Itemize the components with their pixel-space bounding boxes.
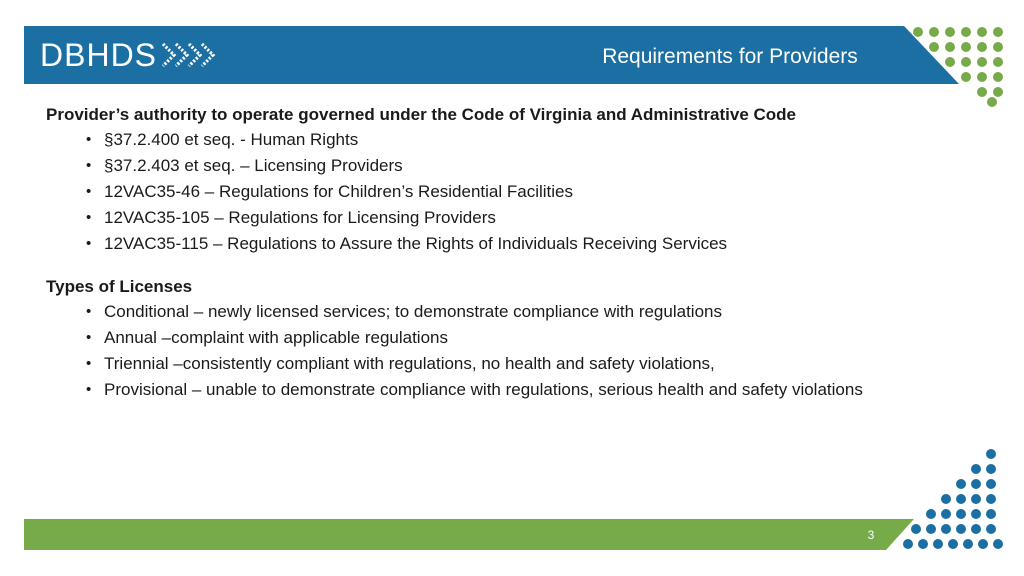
slide-content — [46, 103, 926, 400]
chevron-arrows-icon — [161, 42, 217, 68]
list-item: • Provisional – unable to demonstrate compliance with regulations, serious health and safety violations — [86, 379, 866, 400]
list-item: • §37.2.403 et seq. – Licensing Providers — [86, 153, 866, 179]
list-item: • Conditional – newly licensed services; to demonstrate compliance with regulations — [86, 299, 866, 325]
authority-list — [86, 127, 926, 257]
page-title: Requirements for Providers — [602, 45, 858, 68]
page-number: 3 — [867, 528, 875, 542]
list-item: • §37.2.400 et seq. - Human Rights — [86, 127, 866, 153]
list-item: • Annual –complaint with applicable regulations — [86, 325, 866, 351]
license-types-heading: Types of Licenses — [46, 277, 193, 296]
list-item: • 12VAC35-105 – Regulations for Licensing Providers — [86, 205, 866, 231]
list-item: • Triennial –consistently compliant with regulations, no health and safety violations, — [86, 351, 866, 377]
dbhds-logo — [40, 38, 217, 72]
list-item: • 12VAC35-115 – Regulations to Assure the Rights of Individuals Receiving Services — [86, 231, 866, 257]
authority-heading: Provider’s authority to operate governed under the Code of Virginia and Administrative Code — [46, 105, 797, 124]
logo-text: DBHDS — [40, 37, 158, 73]
list-item: • 12VAC35-46 – Regulations for Children’s Residential Facilities — [86, 179, 866, 205]
license-types-list — [86, 299, 926, 400]
footer-bar — [24, 519, 914, 550]
